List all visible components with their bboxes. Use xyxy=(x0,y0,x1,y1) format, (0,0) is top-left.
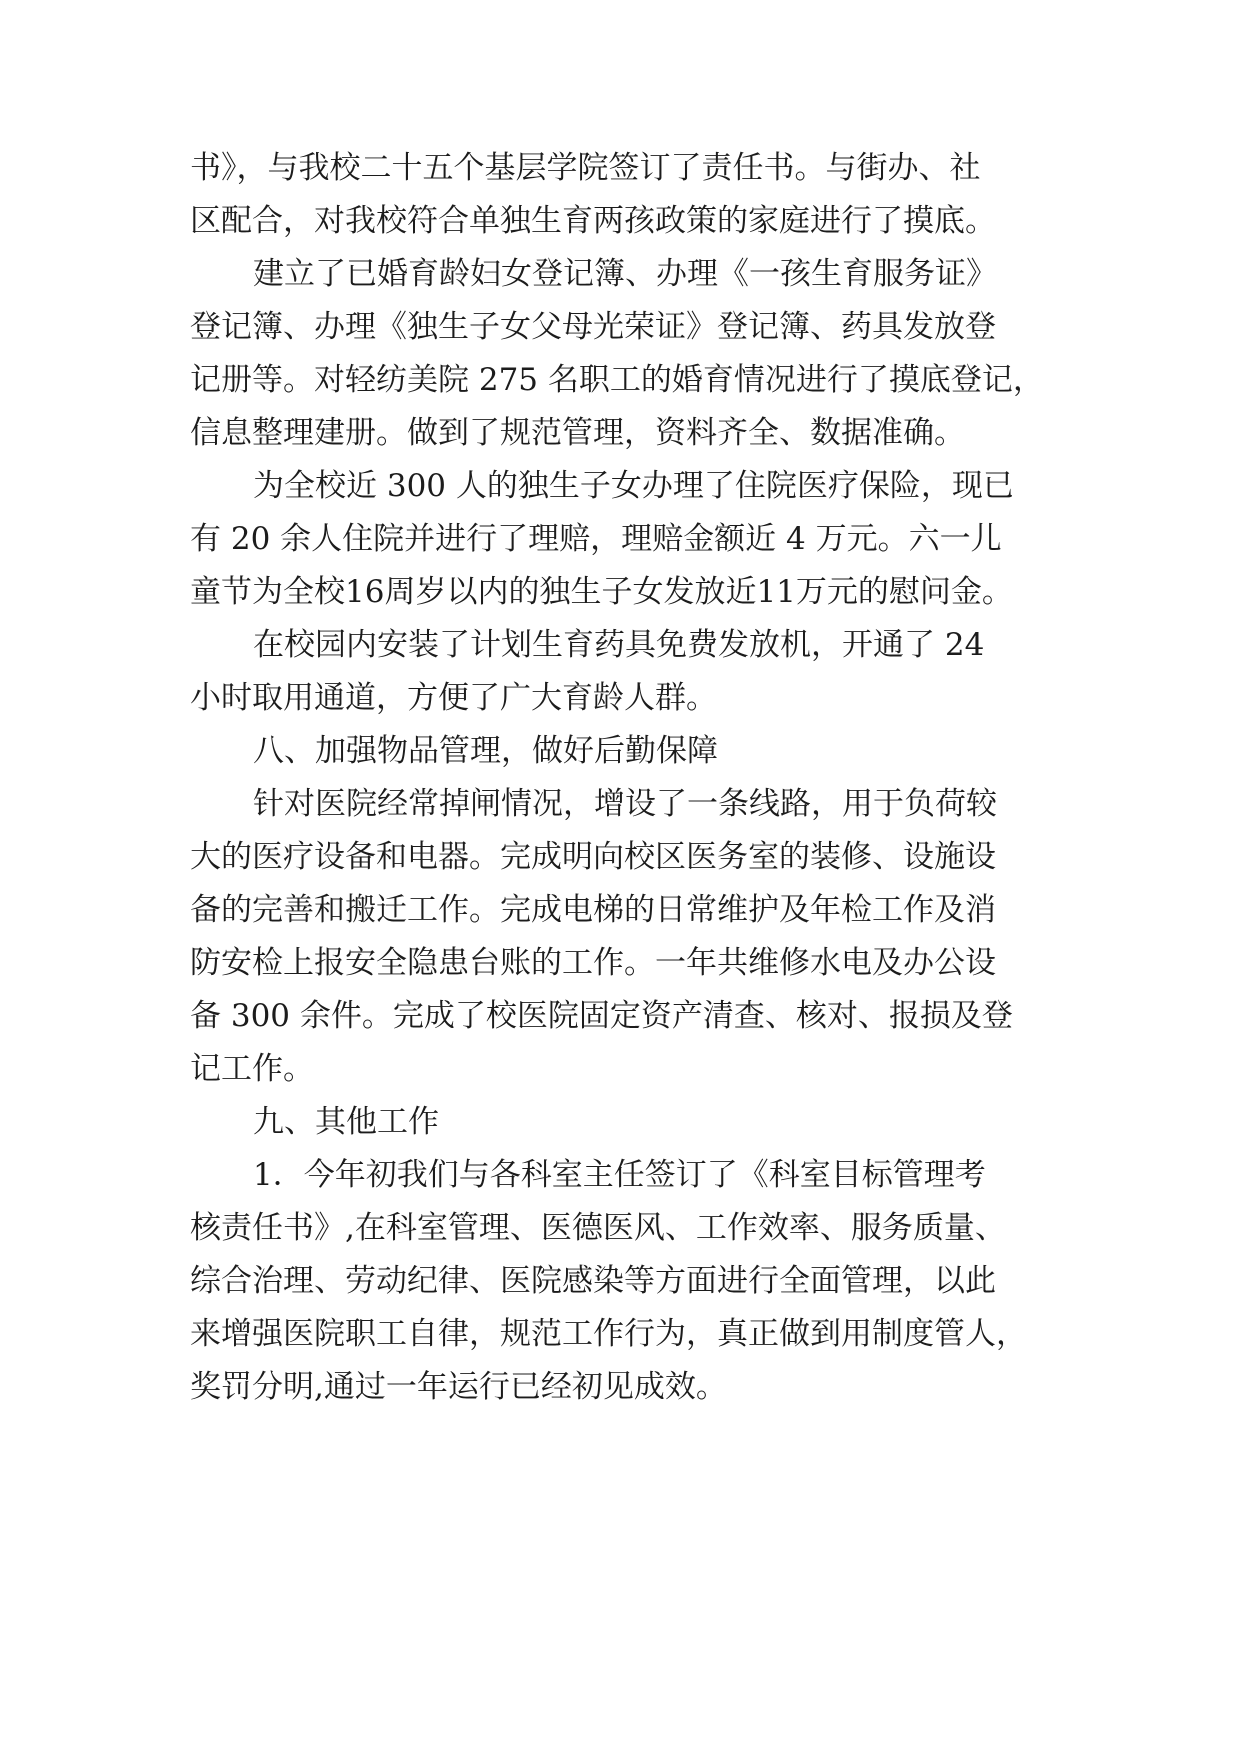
text-line-14: 大的医疗设备和电器。完成明向校区医务室的装修、设施设 xyxy=(190,839,996,875)
text-line-11: 小时取用通道，方便了广大育龄人群。 xyxy=(190,680,717,716)
text-line-17: 备 300 余件。完成了校医院固定资产清查、核对、报损及登 xyxy=(190,998,1013,1034)
text-line-22: 综合治理、劳动纪律、医院感染等方面进行全面管理，以此 xyxy=(190,1263,996,1299)
section-heading-8: 八、加强物品管理，做好后勤保障 xyxy=(253,733,718,769)
paragraph-start-line: 建立了已婚育龄妇女登记簿、办理《一孩生育服务证》 xyxy=(253,256,997,292)
text-line-6: 信息整理建册。做到了规范管理，资料齐全、数据准确。 xyxy=(190,415,965,451)
text-line-5: 记册等。对轻纺美院 275 名职工的婚育情况进行了摸底登记， xyxy=(190,362,1044,398)
text-line-18: 记工作。 xyxy=(190,1051,314,1087)
text-line-2: 区配合，对我校符合单独生育两孩政策的家庭进行了摸底。 xyxy=(190,203,996,239)
paragraph-start-line: 在校园内安装了计划生育药具免费发放机，开通了 24 xyxy=(253,627,985,663)
text-line-24: 奖罚分明,通过一年运行已经初见成效。 xyxy=(190,1369,727,1405)
text-line-15: 备的完善和搬迁工作。完成电梯的日常维护及年检工作及消 xyxy=(190,892,996,928)
paragraph-start-line: 1．今年初我们与各科室主任签订了《科室目标管理考 xyxy=(253,1157,986,1193)
text-line-4: 登记簿、办理《独生子女父母光荣证》登记簿、药具发放登 xyxy=(190,309,996,345)
text-line-9: 童节为全校16周岁以内的独生子女发放近11万元的慰问金。 xyxy=(190,574,1013,610)
paragraph-start-line: 为全校近 300 人的独生子女办理了住院医疗保险，现已 xyxy=(253,468,1014,504)
text-line-1: 书》，与我校二十五个基层学院签订了责任书。与街办、社 xyxy=(190,150,981,186)
text-line-16: 防安检上报安全隐患台账的工作。一年共维修水电及办公设 xyxy=(190,945,996,981)
paragraph-start-line: 针对医院经常掉闸情况，增设了一条线路，用于负荷较 xyxy=(253,786,997,822)
section-heading-9: 九、其他工作 xyxy=(253,1104,439,1140)
text-line-8: 有 20 余人住院并进行了理赔，理赔金额近 4 万元。六一儿 xyxy=(190,521,1002,557)
text-line-23: 来增强医院职工自律，规范工作行为，真正做到用制度管人， xyxy=(190,1316,1027,1352)
text-line-21: 核责任书》,在科室管理、医德医风、工作效率、服务质量、 xyxy=(190,1210,1006,1246)
